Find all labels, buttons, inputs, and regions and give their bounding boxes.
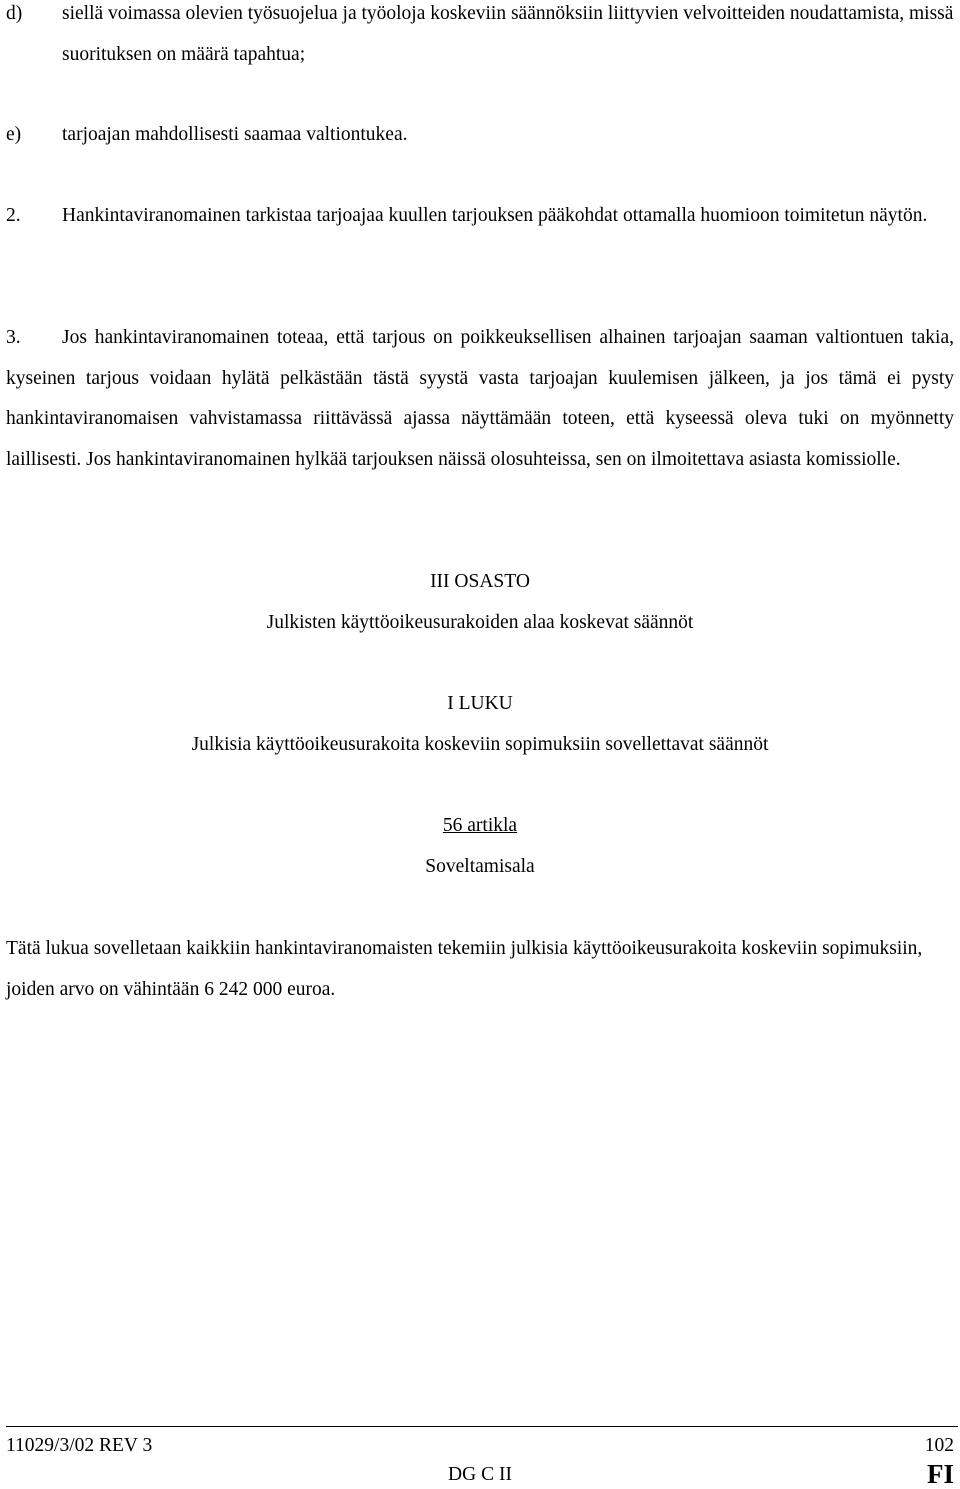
footer-language-code: FI	[927, 1459, 954, 1489]
footer-page-number: 102	[924, 1435, 954, 1456]
chapter-title: I LUKU	[447, 693, 513, 714]
paragraph-number: 2.	[6, 205, 21, 226]
body-paragraph: Tätä lukua sovelletaan kaikkiin hankintaviranomaisten tekemiin julkisia käyttöoikeusurakoita koskeviin sopimuksiin, joiden arvo on vähintään 6 242 000 euroa.	[6, 938, 923, 1000]
section-title: III OSASTO	[430, 571, 530, 592]
list-item-label: e)	[6, 124, 22, 145]
paragraph-text: Hankintaviranomainen tarkistaa tarjoajaa kuullen tarjouksen pääkohdat ottamalla huomioon toimitetun näytön.	[62, 205, 928, 226]
paragraph-number: 3.	[6, 327, 21, 348]
article-subtitle: Soveltamisala	[425, 856, 535, 877]
footer-divider	[6, 1426, 958, 1427]
article-title: 56 artikla	[442, 815, 518, 836]
list-item-text: tarjoajan mahdollisesti saamaa valtiontukea.	[62, 124, 408, 145]
list-item-d	[6, 0, 954, 75]
list-item-e	[6, 115, 954, 156]
paragraph-text: Jos hankintaviranomainen toteaa, että tarjous on poikkeuksellisen alhainen tarjoajan saaman valtiontuen takia, kyseinen tarjous voidaan hylätä pelkästään tästä syystä vasta tarjoajan kuulemisen jälkeen, ja jos tämä ei pysty hankintaviranomaisen vahvistamassa riittävässä ajassa näyttämään toteen, että kyseessä oleva tuki on myönnetty laillisesti. Jos hankintaviranomainen hylkää tarjouksen näissä olosuhteissa, sen on ilmoitettava asiasta komissiolle.	[6, 327, 954, 470]
list-item-text: siellä voimassa olevien työsuojelua ja työoloja koskeviin säännöksiin liittyvien velvoitteiden noudattamista, missä suorituksen on määrä tapahtua;	[62, 3, 954, 65]
chapter-subtitle: Julkisia käyttöoikeusurakoita koskeviin sopimuksiin sovellettavat säännöt	[191, 734, 769, 755]
list-item-label: d)	[6, 3, 23, 24]
paragraph-3	[6, 318, 954, 480]
footer-reference: 11029/3/02 REV 3	[6, 1435, 153, 1456]
footer-directorate: DG C II	[448, 1464, 512, 1485]
section-subtitle: Julkisten käyttöoikeusurakoiden alaa koskevat säännöt	[266, 612, 694, 633]
paragraph-2	[6, 196, 954, 237]
